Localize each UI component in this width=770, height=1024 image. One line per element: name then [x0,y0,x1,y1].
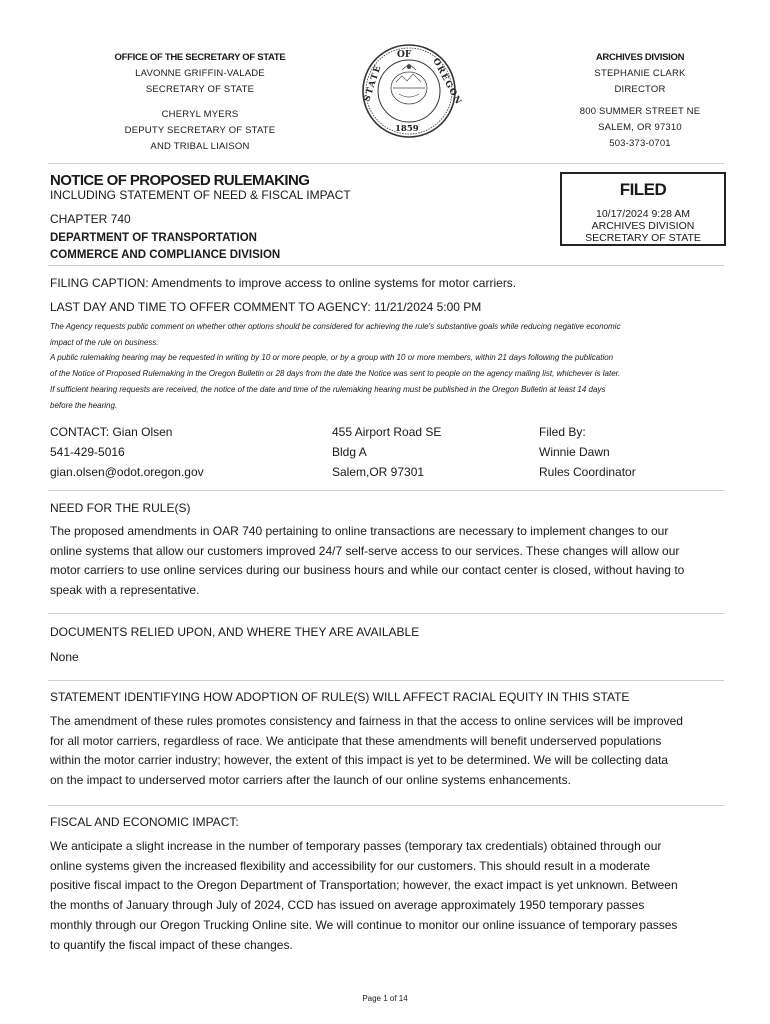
body-line: We anticipate a slight increase in the number of temporary passes (temporary tax credentials) obtained through our [50,839,662,853]
director-name: STEPHANIE CLARK [594,68,686,79]
deputy-title: DEPUTY SECRETARY OF STATE [124,125,276,136]
address-line-1: 800 SUMMER STREET NE [579,106,701,117]
department-line-1: DEPARTMENT OF TRANSPORTATION [50,232,257,244]
department-name [50,230,280,264]
body-line: None [50,650,79,664]
contact-building: Bldg A [332,445,367,459]
filed-by-label: Filed By: [539,425,586,439]
section-body-documents [50,648,726,668]
secretary-title: SECRETARY OF STATE [145,84,255,95]
page-number: Page 1 of 14 [362,994,408,1003]
note-line: impact of the rule on business. [50,337,159,347]
svg-text:OREGON: OREGON [430,56,463,108]
section-heading-equity: STATEMENT IDENTIFYING HOW ADOPTION OF RULE(S) WILL AFFECT RACIAL EQUITY IN THIS STATE [50,690,630,704]
section-body-equity [50,712,726,791]
notice-title: NOTICE OF PROPOSED RULEMAKING [50,172,310,189]
svg-text:STATE: STATE [362,63,384,103]
oregon-seal-icon [355,44,463,138]
deputy-name: CHERYL MYERS [161,109,239,120]
contact-email[interactable]: gian.olsen@odot.oregon.gov [50,465,204,479]
body-line: within the motor carrier industry; however, the extent of this impact is yet to be determined. We will be collecting data [50,753,669,768]
contact-column-2 [332,422,441,482]
divider [48,613,724,614]
section-heading-fiscal: FISCAL AND ECONOMIC IMPACT: [50,815,239,829]
body-line: to quantify the fiscal impact of these changes. [50,937,293,952]
header-left-block [100,50,300,155]
header-right-block [540,50,740,152]
address-line-2: SALEM, OR 97310 [598,122,682,133]
notice-subtitle: INCLUDING STATEMENT OF NEED & FISCAL IMPACT [50,188,351,202]
contact-street: 455 Airport Road SE [332,425,442,439]
body-line: The proposed amendments in OAR 740 pertaining to online transactions are necessary to implement changes to our [50,524,669,538]
divider [48,265,724,266]
body-line: The amendment of these rules promotes consistency and fairness in that the access to online services will be improved [50,714,683,728]
archives-division-title: ARCHIVES DIVISION [595,52,685,63]
body-line: online systems that allow our customers improved 24/7 self-serve access to our services. These changes will allow our [50,543,680,558]
contact-name: CONTACT: Gian Olsen [50,425,173,439]
contact-city: Salem,OR 97301 [332,465,425,479]
body-line: motor carriers to use online services during our business hours and while our contact center is closed, without having to [50,563,685,578]
office-title: OFFICE OF THE SECRETARY OF STATE [114,52,286,63]
body-line: on the impact to underserved motor carriers after the launch of our online systems enhancements. [50,773,571,788]
contact-phone: 541-429-5016 [50,445,125,459]
divider [48,805,724,806]
filed-archives: ARCHIVES DIVISION [591,220,695,232]
divider [48,490,724,491]
phone-number: 503-373-0701 [609,138,671,149]
contact-column-3 [539,422,636,482]
contact-column-1 [50,422,204,482]
filed-by-name: Winnie Dawn [539,445,610,459]
deputy-title-2: AND TRIBAL LIAISON [150,141,250,152]
body-line: for all motor carriers, regardless of race. We anticipate that these amendments will benefit underserved populations [50,733,662,748]
section-heading-need: NEED FOR THE RULE(S) [50,501,191,515]
filed-stamp [560,172,726,246]
note-line: The Agency requests public comment on whether other options should be considered for achieving the rule's substantive goals while reducing negative economic [50,322,621,331]
section-body-need [50,522,726,601]
director-title: DIRECTOR [614,84,666,95]
body-line: monthly through our Oregon Trucking Online site. We will continue to monitor our online issuance of temporary passes [50,917,678,932]
filed-datetime: 10/17/2024 9:28 AM [596,208,690,220]
filing-caption: FILING CAPTION: Amendments to improve access to online systems for motor carriers. [50,276,517,290]
body-line: positive fiscal impact to the Oregon Department of Transportation; however, the exact impact is yet unknown. Between [50,878,678,893]
last-day-comment: LAST DAY AND TIME TO OFFER COMMENT TO AGENCY: 11/21/2024 5:00 PM [50,300,482,314]
public-comment-notes [50,319,726,413]
filed-by-title: Rules Coordinator [539,465,636,479]
chapter-number: CHAPTER 740 [50,212,131,226]
secretary-name: LAVONNE GRIFFIN-VALADE [135,68,265,79]
body-line: online systems given the increased flexibility and accessibility for our customers. This should result in a moderate [50,858,651,873]
divider [48,163,724,164]
section-heading-documents: DOCUMENTS RELIED UPON, AND WHERE THEY ARE AVAILABLE [50,625,420,639]
section-body-fiscal [50,837,726,955]
department-line-2: COMMERCE AND COMPLIANCE DIVISION [50,249,281,261]
body-line: speak with a representative. [50,583,200,598]
note-line: A public rulemaking hearing may be requested in writing by 10 or more people, or by a group with 10 or more members, within 21 days following the publication [50,353,614,363]
svg-text:OF: OF [397,50,412,60]
filed-secretary: SECRETARY OF STATE [585,232,701,244]
note-line: If sufficient hearing requests are received, the notice of the date and time of the rulemaking hearing must be published in the Oregon Bulletin at least 14 days [50,384,606,394]
note-line: before the hearing. [50,400,118,410]
divider [48,680,724,681]
note-line: of the Notice of Proposed Rulemaking in the Oregon Bulletin or 28 days from the date the Notice was sent to people on the agency mailing list, whichever is later. [50,369,621,379]
svg-text:1859: 1859 [395,124,419,134]
filed-label: FILED [619,180,667,199]
body-line: the months of January through July of 2024, CCD has issued on average approximately 1950 temporary passes [50,898,645,913]
